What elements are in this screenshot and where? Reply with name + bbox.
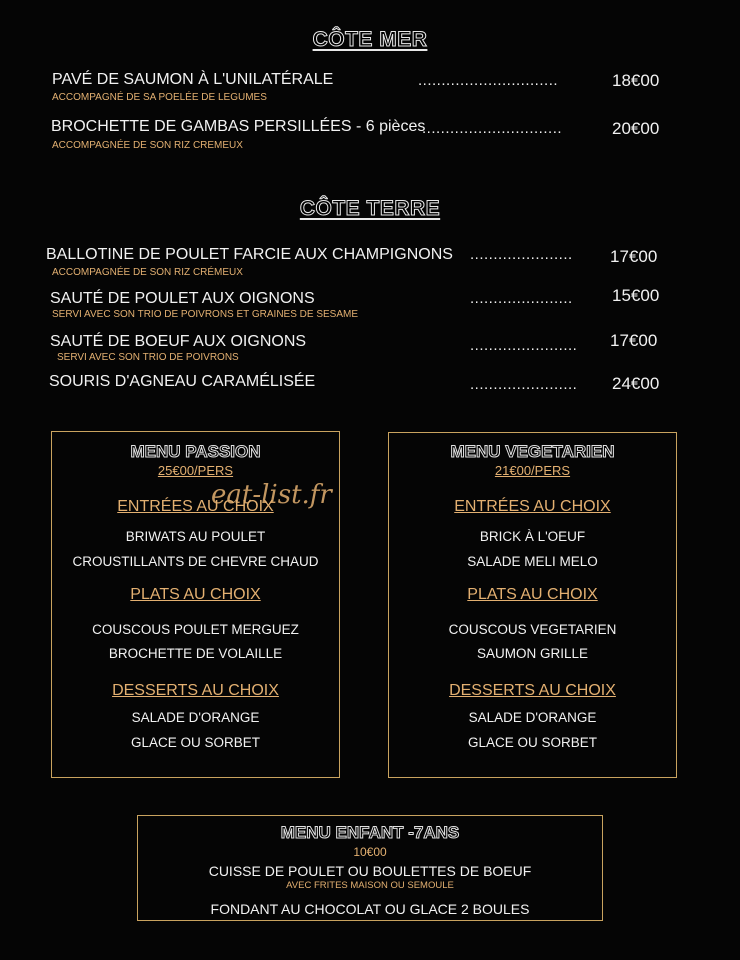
entrees-label: ENTRÉES AU CHOIX — [454, 498, 611, 515]
dish-price: 17€00 — [610, 331, 658, 350]
menu-passion-title: MENU PASSION — [130, 442, 261, 461]
menu-item: GLACE OU SORBET — [467, 735, 598, 750]
menu-item: SALADE D'ORANGE — [131, 710, 260, 725]
menu-enfant-title: MENU ENFANT -7ANS — [280, 823, 460, 842]
dish-description: SERVI AVEC SON TRIO DE POIVRONS ET GRAINES DE SESAME — [52, 309, 359, 320]
dish-name: SAUTÉ DE POULET AUX OIGNONS — [50, 290, 315, 307]
menu-enfant-box — [137, 815, 603, 921]
menu-item: COUSCOUS VEGETARIEN — [448, 622, 617, 637]
menu-enfant-price: 10€00 — [353, 845, 387, 859]
dish-price: 18€00 — [612, 71, 660, 90]
entrees-label: ENTRÉES AU CHOIX — [117, 498, 274, 515]
dish-description: ACCOMPAGNÉ DE SA POELÉE DE LEGUMES — [52, 92, 267, 103]
dish-name: SAUTÉ DE BOEUF AUX OIGNONS — [50, 333, 307, 350]
section-title-cote-terre: CÔTE TERRE — [299, 197, 441, 220]
dish-name: PAVÉ DE SAUMON À L'UNILATÉRALE — [52, 71, 334, 88]
dot-leader: .............................. — [418, 72, 559, 89]
dish-name: BROCHETTE DE GAMBAS PERSILLÉES - 6 pièces — [51, 118, 426, 135]
section-title-cote-mer: CÔTE MER — [312, 28, 428, 51]
menu-item-description: AVEC FRITES MAISON OU SEMOULE — [286, 880, 454, 891]
dish-description: ACCOMPAGNÉE DE SON RIZ CRÉMEUX — [52, 267, 243, 278]
menu-item: COUSCOUS POULET MERGUEZ — [92, 622, 299, 637]
dish-price: 15€00 — [612, 286, 660, 305]
menu-vegetarien-box — [388, 432, 677, 778]
menu-item: BRICK À L'OEUF — [479, 529, 586, 544]
dish-description: ACCOMPAGNÉE DE SON RIZ CREMEUX — [52, 140, 243, 151]
watermark: eat-list.fr — [211, 480, 332, 510]
desserts-label: DESSERTS AU CHOIX — [449, 682, 616, 699]
menu-item: SAUMON GRILLE — [476, 646, 589, 661]
dot-leader: .............................. — [422, 120, 563, 137]
dot-leader: ...................... — [470, 246, 573, 263]
menu-vegetarien-price: 21€00/PERS — [494, 463, 571, 478]
menu-item: BRIWATS AU POULET — [125, 529, 266, 544]
dot-leader: ....................... — [470, 337, 578, 354]
menu-item: BROCHETTE DE VOLAILLE — [108, 646, 283, 661]
menu-vegetarien-title: MENU VEGETARIEN — [450, 442, 615, 461]
dish-price: 24€00 — [612, 374, 660, 393]
menu-item: CROUSTILLANTS DE CHEVRE CHAUD — [72, 554, 319, 569]
menu-item: FONDANT AU CHOCOLAT OU GLACE 2 BOULES — [210, 901, 530, 917]
dish-name: SOURIS D'AGNEAU CARAMÉLISÉE — [49, 373, 316, 390]
dish-name: BALLOTINE DE POULET FARCIE AUX CHAMPIGNONS — [46, 246, 453, 263]
plats-label: PLATS AU CHOIX — [130, 586, 261, 603]
dish-price: 20€00 — [612, 119, 660, 138]
menu-item: GLACE OU SORBET — [130, 735, 261, 750]
menu-item: CUISSE DE POULET OU BOULETTES DE BOEUF — [208, 863, 532, 879]
dot-leader: ...................... — [470, 290, 573, 307]
desserts-label: DESSERTS AU CHOIX — [112, 682, 279, 699]
dot-leader: ....................... — [470, 376, 578, 393]
dish-price: 17€00 — [610, 247, 658, 266]
plats-label: PLATS AU CHOIX — [467, 586, 598, 603]
menu-passion-price: 25€00/PERS — [157, 463, 234, 478]
dish-description: SERVI AVEC SON TRIO DE POIVRONS — [57, 352, 239, 363]
menu-item: SALADE MELI MELO — [467, 554, 598, 569]
menu-item: SALADE D'ORANGE — [468, 710, 597, 725]
